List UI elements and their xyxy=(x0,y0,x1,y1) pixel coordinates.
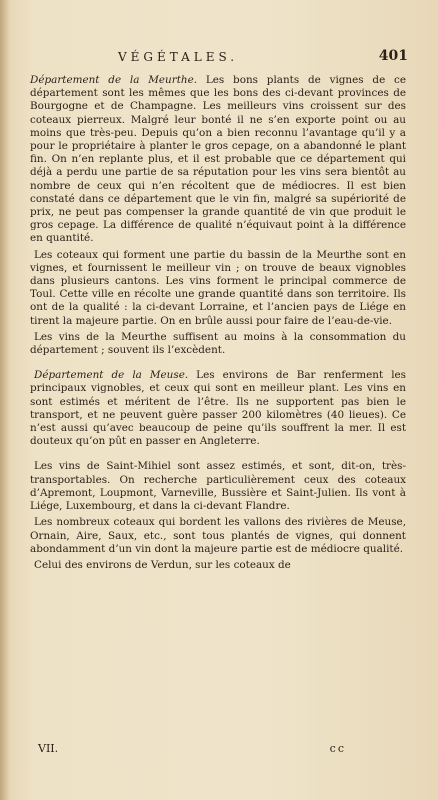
paragraph-text: Les coteaux qui forment une partie du bassin de la Meurthe sont en vignes, et fournissent le meilleur vin ; on trouve de beaux vignobles dans plusieurs cantons. Les vins forment le principal commerce de Toul. Cette ville en récolte une grande quantité dans son territoire. Ils ont de la qualité : la ci-devant Lorraine, et l’ancien pays de Liége en tirent la majeure partie. On en brûle aussi pour faire de l’eau-de-vie. xyxy=(30,248,406,327)
body-text xyxy=(30,74,406,575)
signature-mark: cc xyxy=(329,742,346,755)
paragraph-meurthe-intro xyxy=(30,74,406,246)
volume-mark: VII. xyxy=(38,742,59,755)
running-title: VÉGÉTALES. xyxy=(118,50,239,64)
paragraph-meurthe-coteaux xyxy=(30,249,406,328)
paragraph-verdun xyxy=(30,559,406,572)
paragraph-coteaux-meuse xyxy=(30,516,406,556)
page-header xyxy=(30,48,408,70)
page-footer xyxy=(30,742,408,758)
paragraph-text: Les vins de la Meurthe suffisent au moins à la consommation du département ; souvent ils l’excèdent. xyxy=(30,330,406,357)
paragraph-text: Les nombreux coteaux qui bordent les vallons des rivières de Meuse, Ornain, Aire, Saux, etc., sont tous plantés de vignes, qui donnent abondamment d’un vin dont la majeure partie est de médiocre qualité. xyxy=(30,516,406,555)
page-gutter-shadow xyxy=(0,0,10,800)
section-lead-meuse: Département de la Meuse. xyxy=(34,369,189,382)
paragraph-meurthe-consommation xyxy=(30,331,406,357)
paragraph-text: Les vins de Saint-Mihiel sont assez estimés, et sont, dit-on, très-transportables. On recherche particulièrement ceux des coteaux d’Apremont, Loupmont, Varneville, Bussière et Saint-Julien. Ils vont à Liége, Luxembourg, et dans la ci-devant Flandre. xyxy=(30,460,406,513)
paragraph-saint-mihiel xyxy=(30,460,406,513)
paragraph-text: Les environs de Bar renferment les principaux vignobles, et ceux qui sont en meilleur plant. Les vins en sont estimés et méritent de l’être. Ils ne supportent pas bien le transport, et ne peuvent guère passer 200 kilomètres (40 lieues). Ce n’est aussi qu’avec beaucoup de peine qu’ils souffrent la mer. Il est douteux qu’on pût en passer en Angleterre. xyxy=(30,369,407,448)
paragraph-text: Celui des environs de Verdun, sur les coteaux de xyxy=(34,558,291,571)
section-lead-meurthe: Département de la Meurthe. xyxy=(30,74,198,86)
paragraph-meuse-intro xyxy=(30,369,406,448)
page-number: 401 xyxy=(378,48,408,64)
paragraph-text: Les bons plants de vignes de ce département sont les mêmes que les bons des ci-devant provinces de Bourgogne et de Champagne. Les meilleurs vins croissent sur des coteaux pierreux. Malgré leur bonté il ne s’en exporte point ou au moins que très-peu. Depuis qu’on a bien reconnu l’avantage qu’il y a pour le propriétaire à planter le gros cepage, on a abandonné le plant fin. On n’en replante plus, et il est probable que ce département qui déjà a perdu une partie de sa réputation pour les vins sera bientôt au nombre de ceux qui n’en récoltent que de médiocres. Il est bien constaté dans ce département que le vin fin, malgré sa supériorité de prix, ne peut pas compenser la grande quantité de vin que produit le gros cepage. La différence de qualité n’équivaut point à la différence en quantité. xyxy=(30,74,407,245)
